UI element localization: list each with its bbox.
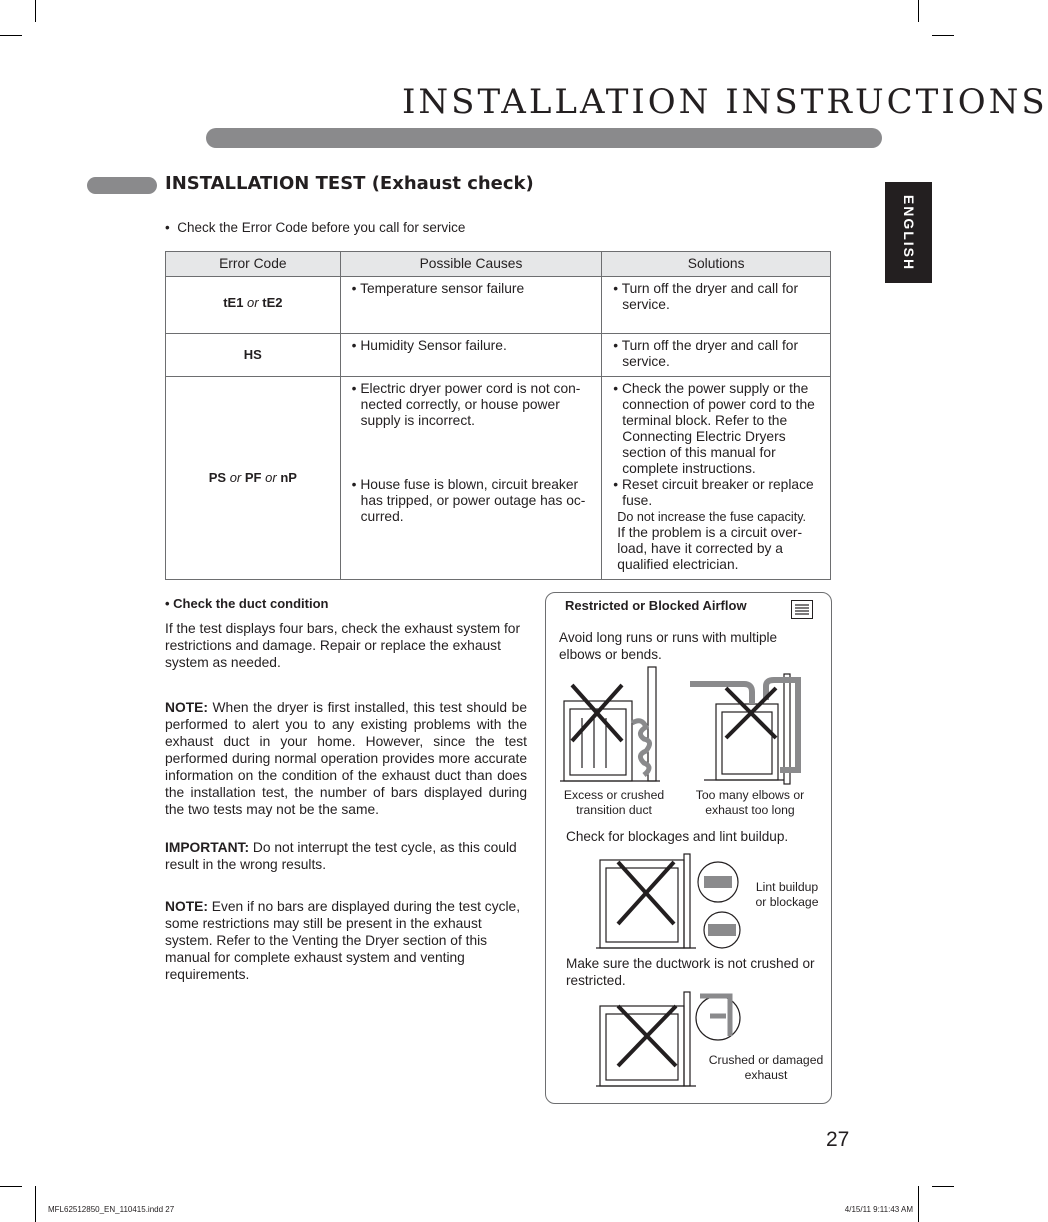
- error-code: PS: [208, 470, 227, 485]
- check-blockages-text: Check for blockages and lint buildup.: [566, 829, 789, 844]
- note-icon: [791, 600, 813, 619]
- cause-cell: [340, 277, 602, 334]
- note-label: NOTE:: [165, 700, 208, 715]
- important-text: Do not interrupt the test cycle, as this could result in the wrong results.: [165, 840, 517, 872]
- illustration-caption: Excess or crushed transition duct: [563, 788, 665, 817]
- cause-cell: [340, 334, 602, 377]
- error-code: tE2: [262, 295, 283, 310]
- error-code: tE1: [223, 295, 244, 310]
- code-separator: or: [229, 470, 242, 485]
- table-header-row: [166, 252, 831, 277]
- solution-text: • Turn off the dryer and call for service.: [613, 281, 799, 312]
- error-code: HS: [243, 347, 262, 362]
- solution-cell: [602, 377, 831, 580]
- solution-cell: [602, 277, 831, 334]
- table-row: [166, 334, 831, 377]
- error-code: nP: [280, 470, 297, 485]
- footer-file: MFL62512850_EN_110415.indd 27: [48, 1205, 175, 1214]
- important-paragraph: [165, 839, 527, 873]
- illustration-caption: Crushed or damaged exhaust: [708, 1053, 824, 1082]
- note-paragraph: [165, 699, 527, 818]
- solution-cell: [602, 334, 831, 377]
- cause-text: • Electric dryer power cord is not con-nected correctly, or house power supply is incorrect.: [351, 381, 581, 428]
- note-label: NOTE:: [165, 899, 208, 914]
- error-code-cell: [166, 277, 341, 334]
- note-text: When the dryer is first installed, this test should be performed to alert you to any existing problems with the exhaust duct in your home. However, since the test performed during normal operation provides more accurate information on the condition of the exhaust duct than does the installation test, the number of bars displayed during the two tests may not be the same.: [165, 700, 527, 817]
- code-separator: or: [265, 470, 277, 485]
- cause-text: • Temperature sensor failure: [351, 281, 525, 296]
- note-text: Even if no bars are displayed during the test cycle, some restrictions may still be present in the exhaust system. Refer to the Venting the Dryer section of this manual for complete exhaust system and venting requirements.: [165, 899, 521, 982]
- intro-bullet: • Check the Error Code before you call for service: [165, 220, 466, 235]
- table-row: [166, 277, 831, 334]
- header-bar: [206, 128, 882, 148]
- airflow-box-title: Restricted or Blocked Airflow: [565, 598, 747, 613]
- illustration-caption: Lint buildup or blockage: [755, 880, 819, 909]
- solution-text: • Check the power supply or the connection of power cord to the terminal block. Refer to the Connecting Electric Dryers section of this manual for complete instructions.: [613, 381, 815, 476]
- lint-buildup-illustration: [596, 852, 746, 952]
- table-header: Possible Causes: [340, 252, 602, 277]
- table-header: Solutions: [602, 252, 831, 277]
- note-paragraph: [165, 898, 527, 983]
- not-crushed-text: Make sure the ductwork is not crushed or restricted.: [566, 956, 815, 988]
- section-marker: [87, 177, 157, 194]
- language-tab-label: ENGLISH: [900, 194, 917, 271]
- table-row: [166, 377, 831, 580]
- important-label: IMPORTANT:: [165, 840, 250, 855]
- cause-text: • Humidity Sensor failure.: [351, 338, 507, 353]
- code-separator: or: [247, 295, 259, 310]
- page-number: 27: [826, 1128, 850, 1151]
- duct-paragraph: If the test displays four bars, check the exhaust system for restrictions and damage. Repair or replace the exhaust system as needed.: [165, 621, 521, 670]
- cause-cell: [340, 377, 602, 580]
- language-tab: [885, 182, 932, 283]
- solution-note: Do not increase the fuse capacity.: [617, 510, 807, 524]
- solution-text: • Turn off the dryer and call for service.: [613, 338, 799, 369]
- table-header: Error Code: [166, 252, 341, 277]
- cause-text: • House fuse is blown, circuit breaker has tripped, or power outage has oc-curred.: [351, 477, 586, 524]
- solution-text: If the problem is a circuit over-load, have it corrected by a qualified electrician.: [617, 525, 803, 572]
- error-code-cell: [166, 377, 341, 580]
- page-title: INSTALLATION INSTRUCTIONS: [402, 82, 1048, 122]
- illustration-caption: Too many elbows or exhaust too long: [695, 788, 805, 817]
- excess-duct-illustration: [560, 663, 670, 785]
- section-title: INSTALLATION TEST (Exhaust check): [165, 173, 534, 194]
- footer-timestamp: 4/15/11 9:11:43 AM: [844, 1205, 913, 1214]
- elbows-illustration: [684, 674, 810, 784]
- solution-text: • Reset circuit breaker or replace fuse.: [613, 477, 814, 508]
- duct-heading: • Check the duct condition: [165, 596, 329, 611]
- error-code: PF: [244, 470, 262, 485]
- intro-bullet-text: Check the Error Code before you call for service: [177, 220, 466, 235]
- airflow-intro: Avoid long runs or runs with multiple elbows or bends.: [559, 630, 778, 662]
- error-code-table: [165, 251, 831, 580]
- error-code-cell: [166, 334, 341, 377]
